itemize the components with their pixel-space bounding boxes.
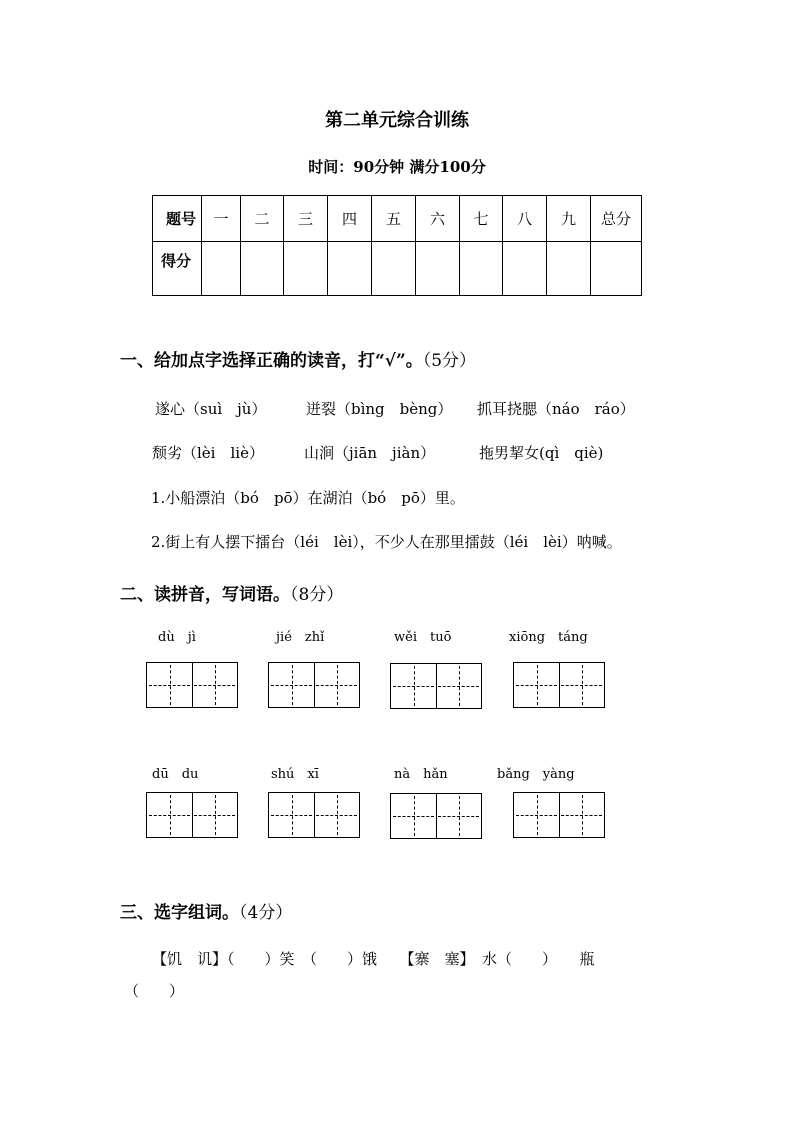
section-2-points: （8分） — [290, 585, 344, 605]
score-table — [152, 195, 642, 296]
pinyin-label: dù jì — [158, 630, 196, 645]
question-sentence: 1.小船漂泊（bó pō）在湖泊（bó pō）里。 — [151, 489, 465, 507]
section-1-title: 一、给加点字选择正确的读音，打“√”。 — [120, 351, 423, 371]
writing-grid[interactable] — [268, 792, 360, 838]
question-sentence: 2.街上有人摆下擂台（léi lèi），不少人在那里擂鼓（léi lèi）呐喊。 — [151, 533, 622, 551]
score-cell[interactable] — [241, 242, 284, 296]
pinyin-label: bǎng yàng — [497, 767, 575, 782]
question-item: 抓耳挠腮（náo ráo） — [477, 400, 635, 418]
score-cell[interactable] — [416, 242, 460, 296]
section-3-title: 三、选字组词。 — [120, 903, 239, 923]
section-2-title: 二、读拼音，写词语。 — [120, 585, 290, 605]
section-2-heading — [120, 580, 343, 605]
question-line: 【饥 讥】（ ）笑 （ ）饿 【寨 塞】 水（ ） 瓶 — [152, 950, 595, 968]
score-table-header-cell: 八 — [503, 196, 547, 242]
writing-grid[interactable] — [390, 793, 482, 839]
question-item: 迸裂（bìng bèng） — [306, 400, 453, 418]
section-3-heading — [120, 898, 292, 923]
writing-grid[interactable] — [146, 792, 238, 838]
writing-grid[interactable] — [268, 662, 360, 708]
score-table-header-cell: 六 — [416, 196, 460, 242]
score-row-label: 得分 — [153, 242, 202, 296]
score-cell[interactable] — [547, 242, 591, 296]
score-table-score-row — [153, 242, 642, 296]
score-table-header-row — [153, 196, 642, 242]
score-cell[interactable] — [202, 242, 241, 296]
writing-grid[interactable] — [146, 662, 238, 708]
question-item: 山涧（jiān jiàn） — [304, 444, 436, 462]
pinyin-label: xiōng táng — [509, 630, 588, 645]
question-item: 颓劣（lèi liè） — [152, 444, 264, 462]
section-1-heading — [120, 346, 476, 371]
writing-grid[interactable] — [513, 792, 605, 838]
question-item: 拖男挈女(qì qiè) — [479, 444, 604, 462]
pinyin-label: nà hǎn — [394, 767, 448, 782]
score-cell[interactable] — [460, 242, 503, 296]
score-table-header-cell: 一 — [202, 196, 241, 242]
pinyin-label: dū du — [152, 767, 199, 782]
score-table-header-cell: 七 — [460, 196, 503, 242]
section-1-points: （5分） — [422, 351, 477, 371]
writing-grid[interactable] — [390, 663, 482, 709]
score-table-header-cell: 五 — [372, 196, 416, 242]
section-3-points: （4分） — [239, 903, 293, 923]
score-cell[interactable] — [328, 242, 372, 296]
pinyin-label: wěi tuō — [394, 630, 452, 645]
page-title: 第二单元综合训练 — [325, 110, 469, 131]
pinyin-label: jié zhǐ — [276, 630, 325, 645]
exam-info: 时间：90分钟 满分100分 — [308, 158, 486, 176]
question-item: 遂心（suì jù） — [155, 400, 267, 418]
score-cell-total[interactable] — [591, 242, 642, 296]
score-table-header-cell: 三 — [284, 196, 328, 242]
score-cell[interactable] — [503, 242, 547, 296]
score-cell[interactable] — [372, 242, 416, 296]
question-line: （ ） — [124, 982, 185, 1000]
writing-grid[interactable] — [513, 662, 605, 708]
score-table-header-cell: 四 — [328, 196, 372, 242]
score-table-header-cell: 九 — [547, 196, 591, 242]
score-table-header-cell: 总分 — [591, 196, 642, 242]
score-cell[interactable] — [284, 242, 328, 296]
score-table-header-cell: 二 — [241, 196, 284, 242]
pinyin-label: shú xī — [271, 767, 319, 782]
score-table-header-cell: 题号 — [153, 196, 202, 242]
